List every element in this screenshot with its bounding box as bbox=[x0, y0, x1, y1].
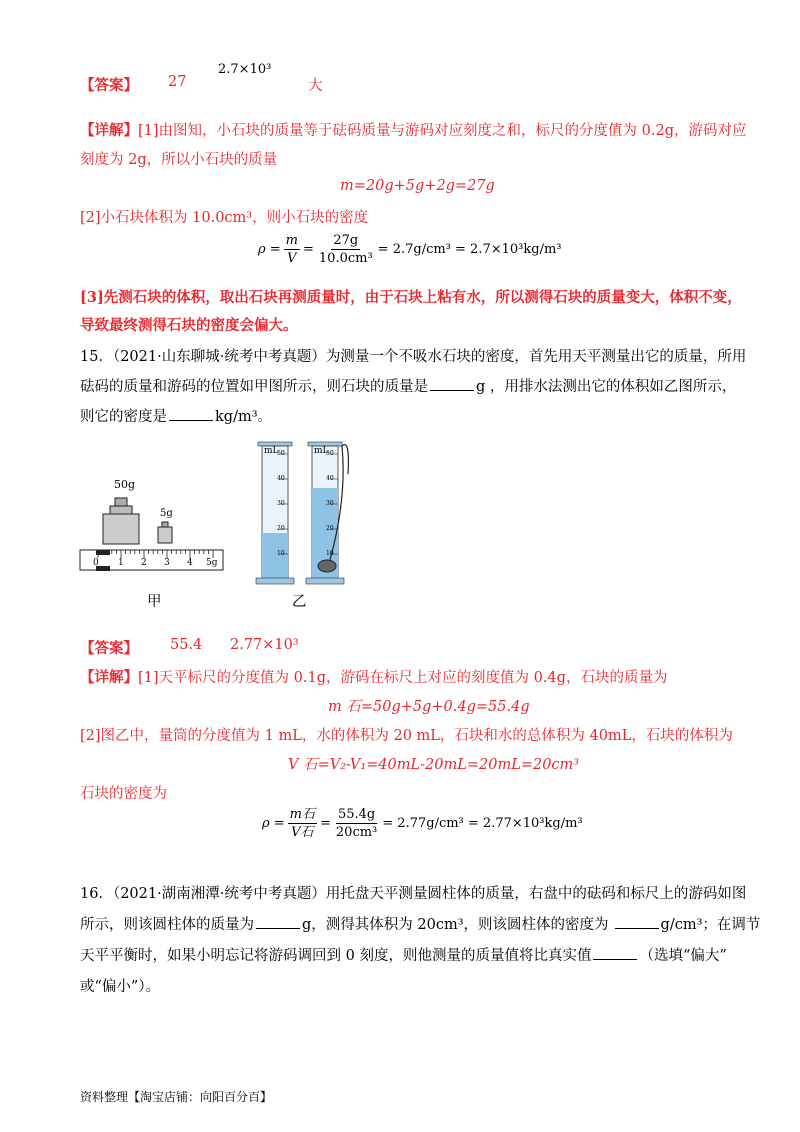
tick-label: 50 bbox=[326, 450, 334, 457]
q-text: （选填“偏大” bbox=[639, 948, 727, 964]
ruler-label: 2 bbox=[141, 558, 147, 568]
ruler-label: 0 bbox=[93, 558, 99, 568]
equation-mass: m 石=50g+5g+0.4g=55.4g bbox=[328, 699, 530, 715]
answer-tag: 【答案】 bbox=[80, 640, 138, 657]
detail-text: [2]小石块体积为 10.0cm³，则小石块的密度 bbox=[80, 210, 369, 226]
tick-label: 40 bbox=[277, 475, 285, 482]
question-15-line bbox=[80, 375, 736, 396]
answer-blank[interactable] bbox=[169, 408, 213, 421]
cylinder-unit: mL bbox=[314, 446, 329, 456]
answer-value-3: 大 bbox=[308, 78, 323, 94]
cylinder-unit: mL bbox=[264, 446, 279, 456]
cylinders-svg bbox=[252, 438, 362, 588]
equation-mass: m=20g+5g+2g=27g bbox=[340, 178, 495, 194]
detail-text: [1]天平标尺的分度值为 0.1g，游码在标尺上对应的刻度值为 0.4g，石块的质量为 bbox=[138, 670, 668, 686]
tick-label: 20 bbox=[326, 525, 334, 532]
answer-value-1: 27 bbox=[168, 74, 187, 90]
tick-label: 50 bbox=[277, 450, 285, 457]
answer-tag: 【答案】 bbox=[80, 77, 138, 94]
answer-value-2: 2.7×10³ bbox=[218, 62, 272, 77]
figure-caption-b: 乙 bbox=[292, 594, 307, 610]
figure-cylinders bbox=[252, 438, 362, 588]
detail-line bbox=[80, 119, 747, 140]
equation-density: ρ = $\frac{\text{m石}}{\text{V石}}$ = $\frac{55.4g}{\text{20cm³}}$ = 2.77g/cm³ = 2.77×10³kg/m³ bbox=[262, 807, 583, 840]
eq-num: 55.4g bbox=[337, 807, 376, 822]
tick-label: 10 bbox=[277, 550, 285, 557]
weight-label-big: 50g bbox=[114, 478, 136, 491]
ruler-label: 1 bbox=[118, 558, 124, 568]
answer-blank[interactable] bbox=[615, 916, 659, 929]
ruler-label: 3 bbox=[164, 558, 170, 568]
q-text: 砝码的质量和游码的位置如甲图所示，则石块的质量是 bbox=[80, 379, 428, 395]
eq-den: 20cm³ bbox=[335, 825, 378, 840]
tick-label: 40 bbox=[326, 475, 334, 482]
question-16-line: 16．（2021·湖南湘潭·统考中考真题）用托盘天平测量圆柱体的质量，右盘中的砝码和标尺上的游码如图 bbox=[80, 886, 747, 902]
question-16-line bbox=[80, 944, 727, 965]
question-15-line bbox=[80, 405, 272, 426]
equation-volume: V 石=V₂-V₁=40mL-20mL=20mL=20cm³ bbox=[288, 757, 580, 773]
answer-blank[interactable] bbox=[430, 378, 474, 391]
eq-num: m石 bbox=[289, 807, 315, 822]
eq-rest: = 2.7g/cm³ = 2.7×10³kg/m³ bbox=[377, 242, 562, 257]
detail-tag: 【详解】 bbox=[80, 122, 138, 139]
q-text: 则它的密度是 bbox=[80, 409, 167, 425]
detail-text: [2]图乙中，量筒的分度值为 1 mL，水的体积为 20 mL，石块和水的总体积为 40mL，石块的体积为 bbox=[80, 728, 733, 744]
eq-num: 27g bbox=[333, 233, 359, 248]
figure-caption-a: 甲 bbox=[147, 594, 162, 610]
q-text: g ，用排水法测出它的体积如乙图所示， bbox=[476, 379, 737, 395]
ruler-label: 5g bbox=[206, 558, 218, 568]
tick-label: 20 bbox=[277, 525, 285, 532]
detail-text: [3]先测石块的体积，取出石块再测质量时，由于石块上粘有水，所以测得石块的质量变大，体积不变， bbox=[80, 289, 742, 306]
detail-line bbox=[80, 666, 667, 687]
detail-text: 导致最终测得石块的密度会偏大。 bbox=[80, 317, 298, 334]
eq-rest: = 2.77g/cm³ = 2.77×10³kg/m³ bbox=[382, 816, 583, 831]
tick-label: 10 bbox=[326, 550, 334, 557]
detail-text: 刻度为 2g，所以小石块的质量 bbox=[80, 152, 278, 168]
question-15-line: 15．（2021·山东聊城·统考中考真题）为测量一个不吸水石块的密度，首先用天平测量出它的质量，所用 bbox=[80, 349, 747, 365]
eq-num: m bbox=[285, 233, 298, 248]
q-text: 天平平衡时，如果小明忘记将游码调回到 0 刻度，则他测量的质量值将比真实值 bbox=[80, 948, 592, 964]
equation-density: ρ = $\frac{m}{V}$ = $\frac{27g}{\text{10.0cm³}}$ = 2.7g/cm³ = 2.7×10³kg/m³ bbox=[258, 233, 562, 266]
q-text: g/cm³；在调节 bbox=[660, 917, 761, 933]
figure-balance bbox=[78, 470, 228, 585]
detail-tag: 【详解】 bbox=[80, 669, 138, 686]
weight-label-small: 5g bbox=[160, 508, 173, 519]
answer-value-2: 2.77×10³ bbox=[230, 637, 299, 653]
eq-lhs: ρ = bbox=[262, 816, 285, 831]
ruler-label: 4 bbox=[187, 558, 193, 568]
answer-value-1: 55.4 bbox=[170, 637, 203, 653]
tick-label: 30 bbox=[277, 500, 285, 507]
detail-text: 石块的密度为 bbox=[80, 786, 167, 802]
question-16-line: 或“偏小”）。 bbox=[80, 979, 161, 995]
answer-blank[interactable] bbox=[593, 947, 637, 960]
eq-lhs: ρ = bbox=[258, 242, 281, 257]
q-text: 所示，则该圆柱体的质量为 bbox=[80, 917, 254, 933]
footer-text: 资料整理【淘宝店铺：向阳百分百】 bbox=[80, 1090, 273, 1104]
answer-blank[interactable] bbox=[256, 916, 300, 929]
eq-den: V石 bbox=[291, 825, 314, 840]
question-16-line bbox=[80, 913, 760, 934]
detail-text: [1]由图知，小石块的质量等于砝码质量与游码对应刻度之和，标尺的分度值为 0.2g，游码对应 bbox=[138, 123, 747, 139]
q-text: g，测得其体积为 20cm³，则该圆柱体的密度为 bbox=[302, 917, 609, 933]
q-text: kg/m³。 bbox=[215, 409, 273, 425]
eq-den: 10.0cm³ bbox=[318, 251, 373, 266]
tick-label: 30 bbox=[326, 500, 334, 507]
eq-den: V bbox=[287, 251, 297, 266]
